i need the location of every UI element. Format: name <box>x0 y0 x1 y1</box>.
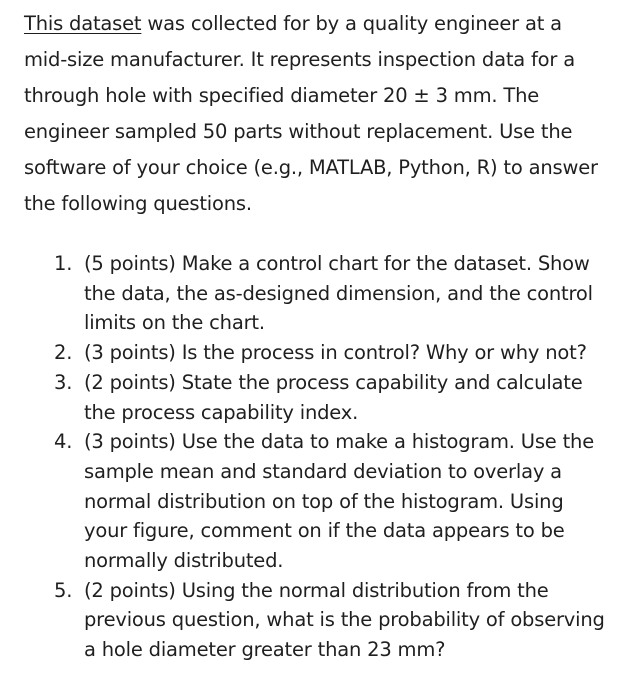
question-text: (5 points) Make a control chart for the dataset. Show the data, the as-designed dimension, and the control limits on the chart. <box>84 252 593 335</box>
question-item <box>24 249 606 338</box>
question-item <box>24 576 606 665</box>
question-list <box>24 249 606 665</box>
question-text: (3 points) Is the process in control? Why or why not? <box>84 341 587 365</box>
question-item <box>24 427 606 576</box>
question-number: 5. <box>54 578 73 602</box>
question-number: 2. <box>54 341 73 365</box>
intro-paragraph <box>24 6 606 222</box>
intro-text: was collected for by a quality engineer at a mid-size manufacturer. It represents inspection data for a through hole with specified diameter 20 ± 3 mm. The engineer sampled 50 parts without replacement. Use the software of your choice (e.g., MATLAB, Python, R) to answer the following questions. <box>24 12 598 215</box>
question-number: 1. <box>54 252 73 275</box>
question-text: (3 points) Use the data to make a histogram. Use the sample mean and standard deviation to overlay a normal distribution on top of the histogram. Using your figure, comment on if the data appears to be normally distributed. <box>84 430 594 573</box>
question-text: (2 points) State the process capability and calculate the process capability index. <box>84 370 583 424</box>
question-item <box>24 338 606 368</box>
dataset-link[interactable]: This dataset <box>24 12 142 35</box>
question-item <box>24 368 606 427</box>
question-text: (2 points) Using the normal distribution from the previous question, what is the probability of observing a hole diameter greater than 23 mm? <box>84 578 605 662</box>
question-number: 4. <box>54 430 73 454</box>
question-number: 3. <box>54 370 73 394</box>
